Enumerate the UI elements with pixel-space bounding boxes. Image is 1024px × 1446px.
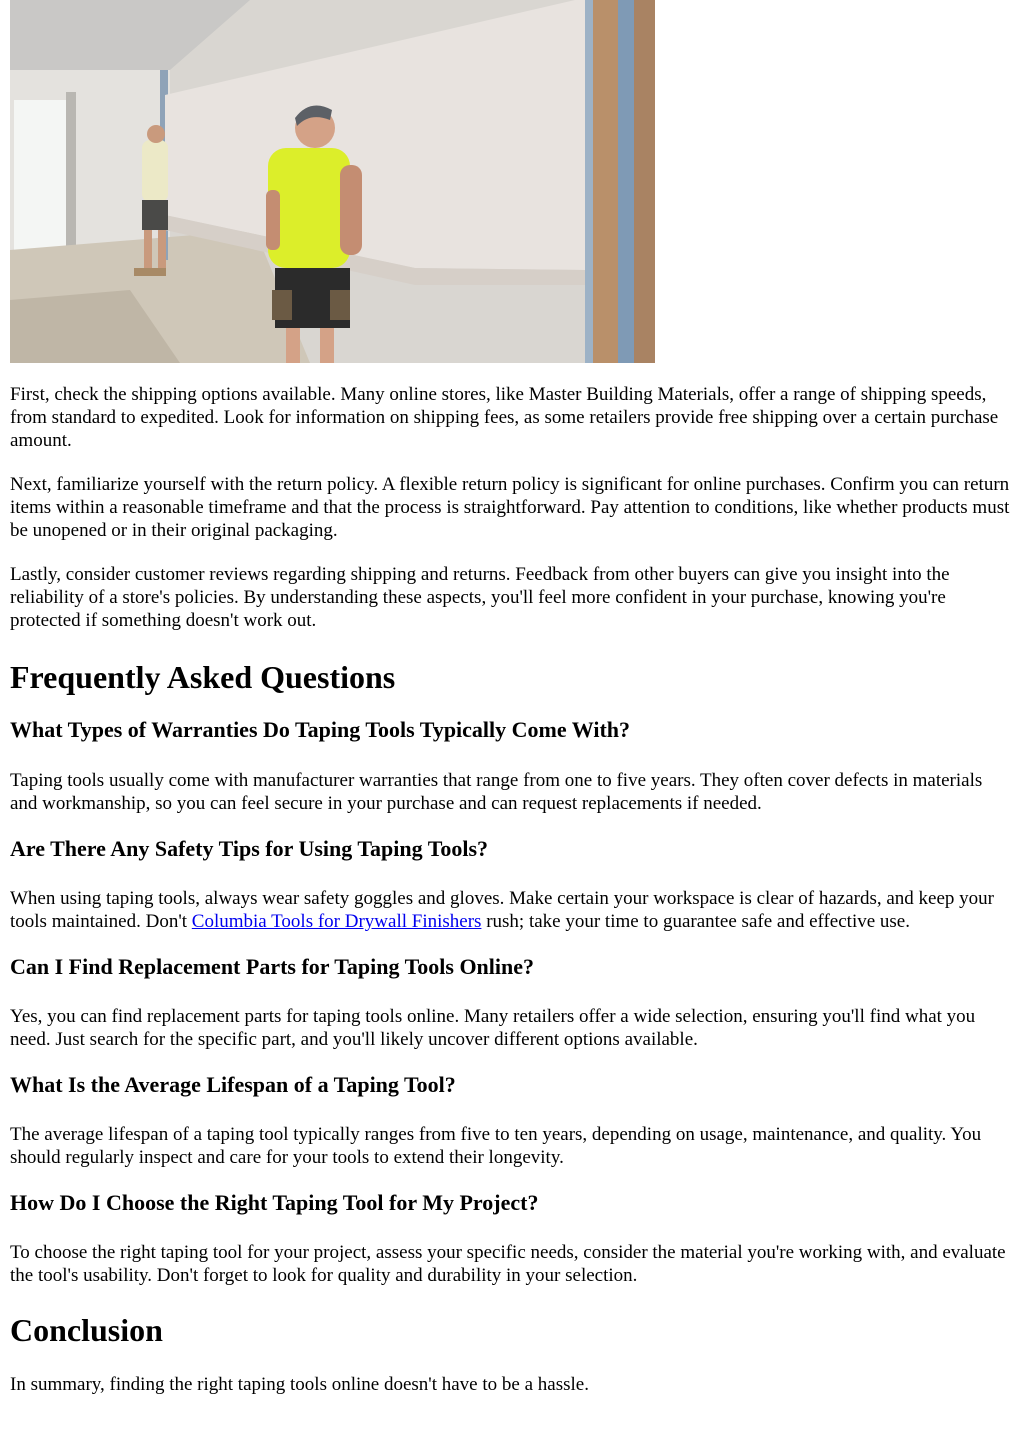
conclusion-heading: Conclusion: [10, 1312, 163, 1348]
faq-question-lifespan: What Is the Average Lifespan of a Taping Tool?: [10, 1072, 456, 1097]
faq-question-safety: Are There Any Safety Tips for Using Taping Tools?: [10, 836, 489, 861]
columbia-tools-link[interactable]: Columbia Tools for Drywall Finishers: [191, 911, 482, 932]
faq-answer-safety-after: rush; take your time to guarantee safe and effective use.: [481, 911, 910, 932]
faq-question-choose-tool: How Do I Choose the Right Taping Tool for My Project?: [10, 1190, 539, 1215]
faq-answer-replacement-parts: Yes, you can find replacement parts for taping tools online. Many retailers offer a wide selection, ensuring you'll find what you need. Just search for the specific part, and you'll likely uncover different options available.: [10, 1006, 976, 1050]
intro-paragraph-returns: Next, familiarize yourself with the return policy. A flexible return policy is significant for online purchases. Confirm you can return items within a reasonable timeframe and that the process is straightforward. Pay attention to conditions, like whether products must be unopened or in their original packaging.: [10, 474, 1010, 541]
intro-paragraph-reviews: Lastly, consider customer reviews regarding shipping and returns. Feedback from other buyers can give you insight into the reliability of a store's policies. By understanding these aspects, you'll feel more confident in your purchase, knowing you're protected if something doesn't work out.: [10, 564, 950, 631]
faq-answer-safety-before: When using taping tools, always wear safety goggles and gloves. Make certain your workspace is clear of hazards, and keep your tools maintained. Don't: [10, 888, 994, 932]
faq-heading: Frequently Asked Questions: [10, 659, 396, 695]
faq-question-warranties: What Types of Warranties Do Taping Tools Typically Come With?: [10, 717, 631, 742]
article: [10, 0, 1010, 1396]
hero-image: [10, 0, 655, 363]
intro-paragraph-shipping: First, check the shipping options available. Many online stores, like Master Building Materials, offer a range of shipping speeds, from standard to expedited. Look for information on shipping fees, as some retailers provide free shipping over a certain purchase amount.: [10, 384, 999, 451]
faq-answer-lifespan: The average lifespan of a taping tool typically ranges from five to ten years, depending on usage, maintenance, and quality. You should regularly inspect and care for your tools to extend their longevity.: [10, 1124, 982, 1168]
faq-answer-choose-tool: To choose the right taping tool for your project, assess your specific needs, consider the material you're working with, and evaluate the tool's usability. Don't forget to look for quality and durability in your selection.: [10, 1242, 1006, 1286]
conclusion-paragraph: In summary, finding the right taping tools online doesn't have to be a hassle.: [10, 1374, 589, 1395]
faq-question-replacement-parts: Can I Find Replacement Parts for Taping Tools Online?: [10, 954, 535, 979]
faq-answer-safety: [10, 887, 1010, 933]
faq-answer-warranties: Taping tools usually come with manufacturer warranties that range from one to five years. They often cover defects in materials and workmanship, so you can feel secure in your purchase and can request replacements if needed.: [10, 770, 983, 814]
